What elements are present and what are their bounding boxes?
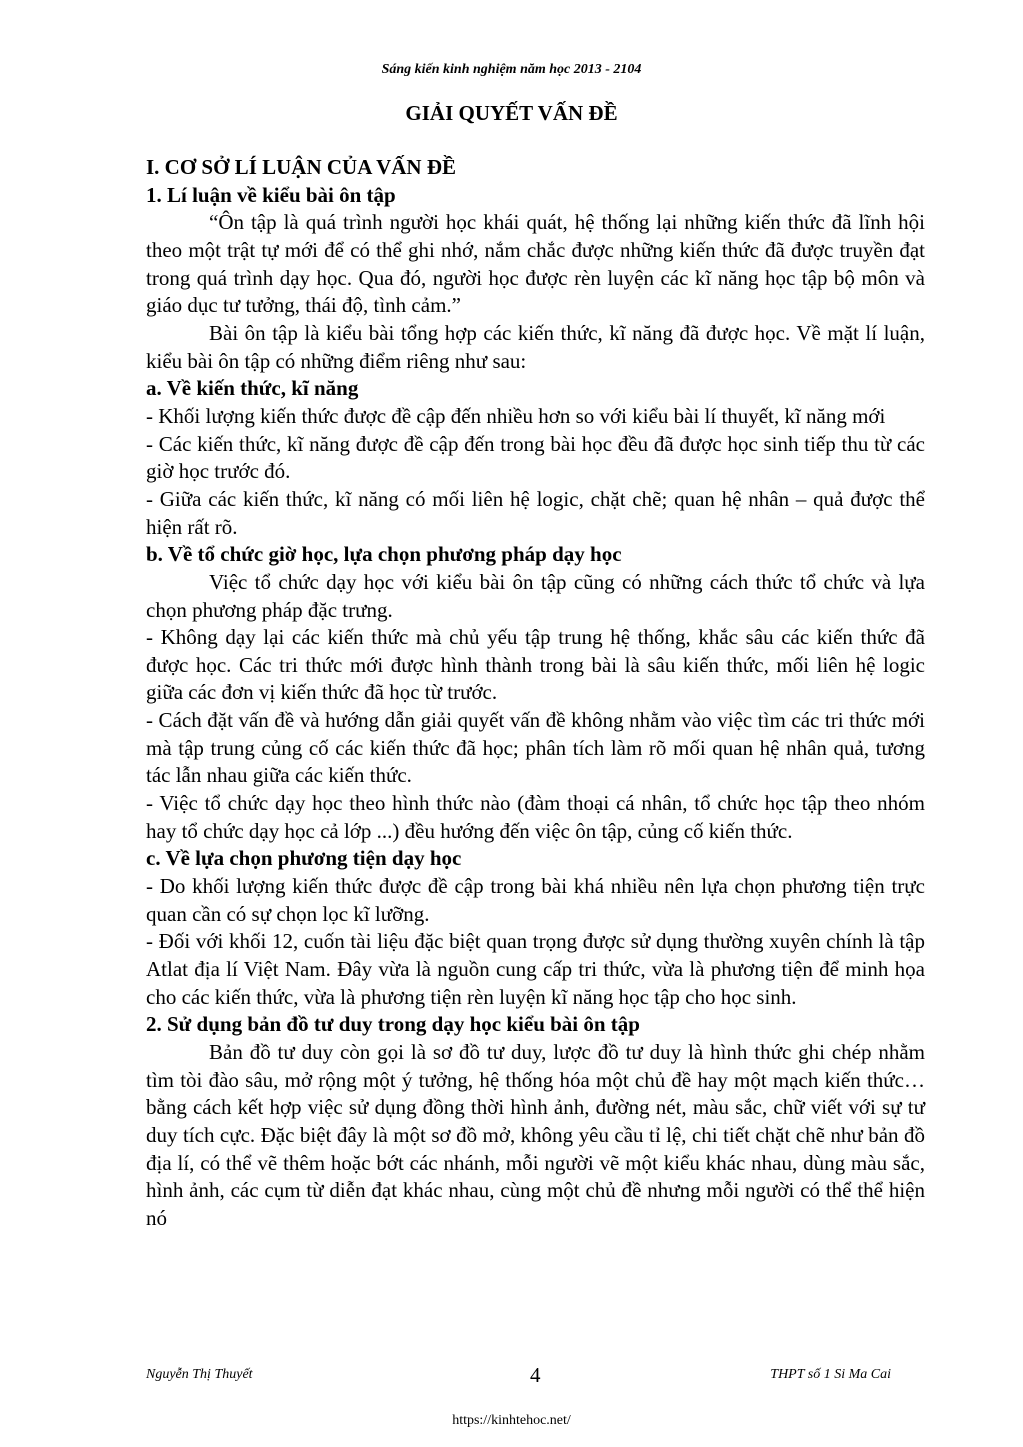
paragraph-b-intro: Việc tổ chức dạy học với kiểu bài ôn tập cũng có những cách thức tổ chức và lựa chọn phương pháp đặc trưng. — [146, 569, 925, 622]
list-item-c2: - Đối với khối 12, cuốn tài liệu đặc biệt quan trọng được sử dụng thường xuyên chính là tập Atlat địa lí Việt Nam. Đây vừa là nguồn cung cấp tri thức, vừa là phương tiện để minh họa cho các kiến thức, vừa là phương tiện rèn luyện kĩ năng học tập cho học sinh. — [146, 929, 925, 1009]
paragraph-mind-map: Bản đồ tư duy còn gọi là sơ đồ tư duy, lược đồ tư duy là hình thức ghi chép nhằm tìm tòi đào sâu, mở rộng một ý tưởng, hệ thống hóa một chủ đề hay một mạch kiến thức… bằng cách kết hợp việc sử dụng đồng thời hình ảnh, đường nét, màu sắc, chữ viết với sự tư duy tích cực. Đặc biệt đây là một sơ đồ mở, không yêu cầu tỉ lệ, chi tiết chặt chẽ như bản đồ địa lí, có thể vẽ thêm hoặc bớt các nhánh, mỗi người vẽ một kiểu khác nhau, dùng màu sắc, hình ảnh, các cụm từ diễn đạt khác nhau, cùng một chủ đề nhưng mỗi người có thể thể hiện nó — [146, 1040, 925, 1230]
source-url[interactable]: https://kinhtehoc.net/ — [452, 1413, 571, 1428]
page-footer — [146, 1363, 891, 1391]
list-item-a2: - Các kiến thức, kĩ năng được đề cập đến trong bài học đều đã được học sinh tiếp thu từ các giờ học trước đó. — [146, 431, 925, 484]
page-number: 4 — [530, 1363, 541, 1387]
list-item-b1: - Không dạy lại các kiến thức mà chủ yếu tập trung hệ thống, khắc sâu các kiến thức đã được học. Các tri thức mới được hình thành trong bài là sâu kiến thức, mối liên hệ logic giữa các đơn vị kiến thức đã học từ trước. — [146, 625, 925, 705]
subheading-1: 1. Lí luận về kiểu bài ôn tập — [146, 182, 396, 207]
subheading-a: a. Về kiến thức, kĩ năng — [146, 376, 359, 401]
footer-author: Nguyễn Thị Thuyết — [146, 1367, 253, 1382]
footer-school: THPT số 1 Si Ma Cai — [770, 1367, 891, 1382]
subheading-c: c. Về lựa chọn phương tiện dạy học — [146, 846, 462, 871]
list-item-b3: - Việc tổ chức dạy học theo hình thức nào (đàm thoại cá nhân, tổ chức học tập theo nhóm hay tổ chức dạy học cả lớp ...) đều hướng đến việc ôn tập, củng cố kiến thức. — [146, 791, 925, 843]
running-header: Sáng kiến kinh nghiệm năm học 2013 - 2104 — [381, 62, 642, 77]
subheading-2: 2. Sử dụng bản đồ tư duy trong dạy học kiểu bài ôn tập — [146, 1012, 640, 1037]
list-item-b2: - Cách đặt vấn đề và hướng dẫn giải quyết vấn đề không nhằm vào việc tìm các tri thức mới mà tập trung củng cố các kiến thức đã học; phân tích làm rõ mối quan hệ nhân quả, tương tác lẫn nhau giữa các kiến thức. — [146, 708, 925, 788]
list-item-a3: - Giữa các kiến thức, kĩ năng có mối liên hệ logic, chặt chẽ; quan hệ nhân – quả được thể hiện rất rõ. — [146, 486, 925, 539]
list-item-c1: - Do khối lượng kiến thức được đề cập trong bài khá nhiều nên lựa chọn phương tiện trực quan cần có sự chọn lọc kĩ lưỡng. — [146, 874, 925, 926]
page-title: GIẢI QUYẾT VẤN ĐỀ — [405, 101, 618, 125]
subheading-b: b. Về tổ chức giờ học, lựa chọn phương pháp dạy học — [146, 542, 622, 567]
list-item-a1: - Khối lượng kiến thức được đề cập đến nhiều hơn so với kiểu bài lí thuyết, kĩ năng mới — [146, 403, 886, 428]
paragraph-review-lesson: Bài ôn tập là kiểu bài tổng hợp các kiến thức, kĩ năng đã được học. Về mặt lí luận, kiểu bài ôn tập có những điểm riêng như sau: — [146, 320, 925, 373]
document-body — [146, 154, 925, 1233]
paragraph-review-definition: “Ôn tập là quá trình người học khái quát, hệ thống lại những kiến thức đã lĩnh hội theo một trật tự mới để có thể ghi nhớ, nắm chắc được những kiến thức đã được truyền đạt trong quá trình dạy học. Qua đó, người học được rèn luyện các kĩ năng học tập bộ môn và giáo dục tư tưởng, thái độ, tình cảm.” — [146, 210, 925, 318]
section-heading-I: I. CƠ SỞ LÍ LUẬN CỦA VẤN ĐỀ — [146, 155, 456, 179]
